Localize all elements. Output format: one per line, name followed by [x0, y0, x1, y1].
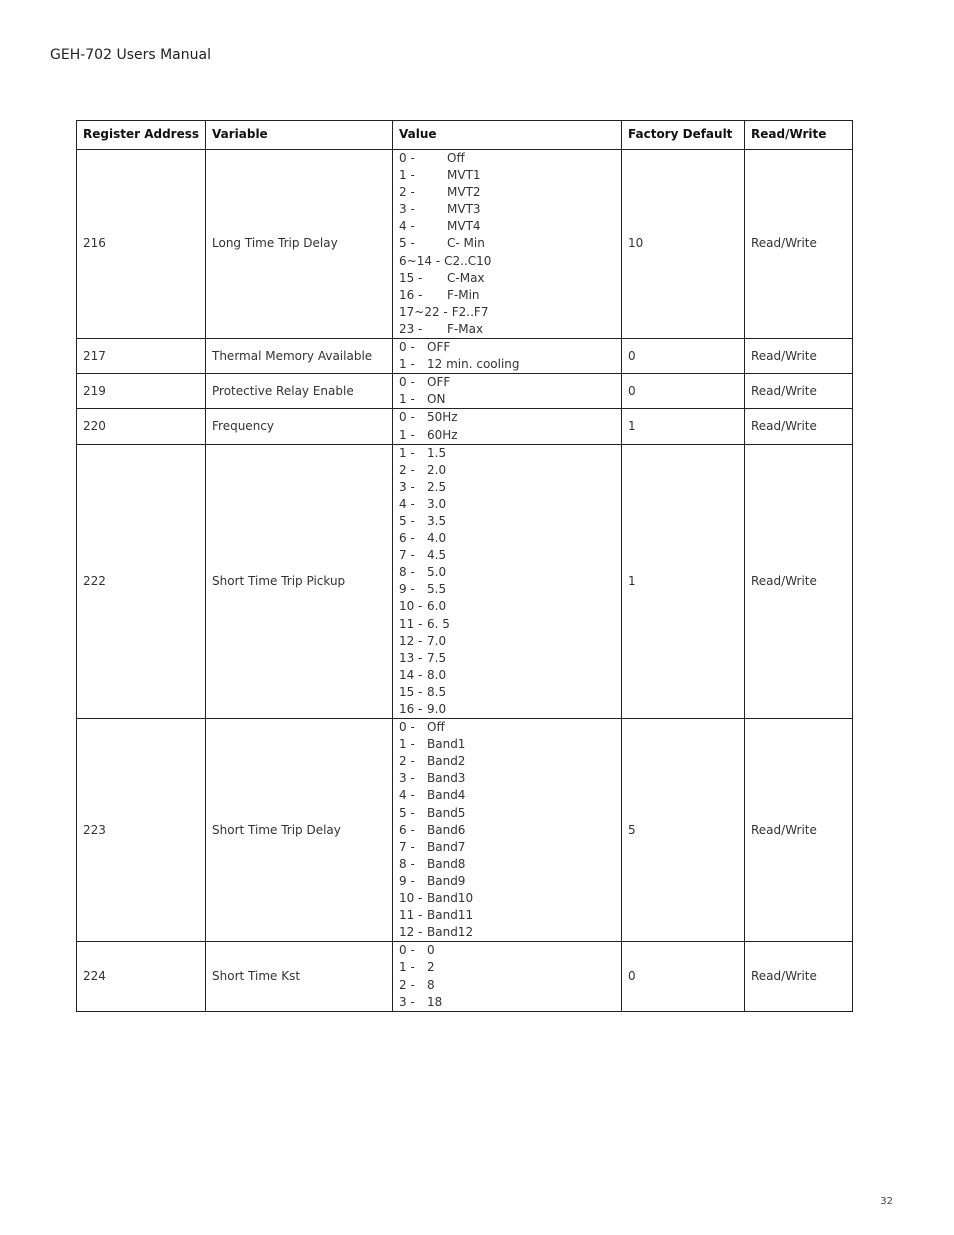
column-header-variable: Variable — [206, 121, 393, 150]
value-option — [399, 650, 615, 667]
value-option-code: 13 - — [399, 650, 423, 665]
value-option — [399, 513, 615, 530]
value-option-code: 3 - — [399, 994, 415, 1009]
value-option-label: C-Max — [447, 270, 485, 285]
value-option — [399, 391, 615, 408]
value-option-code: 1 - — [399, 357, 415, 372]
value-option-label: 60Hz — [427, 427, 458, 442]
value-option-label: 18 — [427, 994, 443, 1009]
value-option — [399, 942, 615, 959]
value-option-code: 2 - — [399, 754, 415, 769]
value-option-code: 1 - — [399, 960, 415, 975]
value-option-label: 2.0 — [427, 462, 447, 477]
variable-cell: Short Time Kst — [206, 942, 393, 1011]
read-write-cell: Read/Write — [745, 374, 853, 409]
value-option-code: 14 - — [399, 667, 423, 682]
value-option — [399, 736, 615, 753]
value-cell — [393, 719, 622, 942]
value-option-label: Band12 — [427, 925, 474, 940]
value-option-label: Band8 — [427, 856, 466, 871]
value-option-code: 16 - — [399, 287, 423, 302]
value-option-label: Band4 — [427, 788, 466, 803]
value-option-code: 1 - — [399, 737, 415, 752]
value-option-label: MVT4 — [447, 219, 481, 234]
value-option — [399, 924, 615, 941]
register-address-cell: 216 — [77, 150, 206, 339]
value-option-label: 7.5 — [427, 650, 447, 665]
value-option-label: 3.5 — [427, 513, 447, 528]
value-option-label: F2..F7 — [451, 304, 489, 319]
value-option — [399, 427, 615, 444]
table-row — [77, 719, 853, 942]
read-write-cell: Read/Write — [745, 150, 853, 339]
read-write-cell: Read/Write — [745, 444, 853, 719]
value-option — [399, 150, 615, 167]
page-header-title: GEH-702 Users Manual — [50, 47, 211, 63]
value-option-code: 0 - — [399, 151, 415, 165]
value-option-code: 9 - — [399, 582, 415, 597]
value-option-label: Band1 — [427, 737, 466, 752]
value-option-label: Off — [447, 151, 465, 165]
value-option-code: 15 - — [399, 270, 423, 285]
variable-cell: Protective Relay Enable — [206, 374, 393, 409]
value-option-label: F-Min — [447, 287, 480, 302]
value-option — [399, 564, 615, 581]
value-cell — [393, 150, 622, 339]
read-write-cell: Read/Write — [745, 339, 853, 374]
value-option-label: 8.5 — [427, 684, 447, 699]
value-option-label: 4.5 — [427, 548, 447, 563]
value-option-label: C- Min — [447, 236, 485, 251]
value-option — [399, 633, 615, 650]
value-option — [399, 890, 615, 907]
register-address-cell: 219 — [77, 374, 206, 409]
page-number: 32 — [880, 1196, 893, 1207]
value-option-label: 5.5 — [427, 582, 447, 597]
value-cell — [393, 409, 622, 444]
value-option — [399, 409, 615, 426]
value-option — [399, 530, 615, 547]
value-option-label: 12 min. cooling — [427, 357, 520, 372]
value-option-label: 0 — [427, 943, 435, 958]
column-header-register-address: Register Address — [77, 121, 206, 150]
value-option-code: 5 - — [399, 236, 415, 251]
value-option-code: 17~22 - — [399, 304, 448, 319]
value-option — [399, 994, 615, 1011]
value-option-code: 1 - — [399, 168, 415, 183]
value-option-code: 0 - — [399, 410, 415, 425]
value-option — [399, 253, 615, 270]
factory-default-cell: 10 — [622, 150, 745, 339]
value-option-code: 1 - — [399, 427, 415, 442]
value-option-code: 1 - — [399, 445, 415, 460]
value-option-label: 6. 5 — [427, 616, 450, 631]
value-option-label: 9.0 — [427, 702, 447, 716]
value-option-label: F-Max — [447, 321, 484, 336]
value-option — [399, 839, 615, 856]
register-address-cell: 222 — [77, 444, 206, 719]
register-address-cell: 217 — [77, 339, 206, 374]
column-header-value: Value — [393, 121, 622, 150]
register-address-cell: 220 — [77, 409, 206, 444]
value-option-label: Band3 — [427, 771, 466, 786]
value-option — [399, 907, 615, 924]
value-option-code: 10 - — [399, 599, 423, 614]
value-option-label: MVT3 — [447, 202, 481, 217]
table-row — [77, 409, 853, 444]
variable-cell: Short Time Trip Delay — [206, 719, 393, 942]
value-option-label: Band7 — [427, 839, 466, 854]
value-cell — [393, 374, 622, 409]
value-option-label: C2..C10 — [444, 253, 492, 268]
value-option — [399, 770, 615, 787]
value-option-label: 7.0 — [427, 633, 447, 648]
value-option-code: 3 - — [399, 479, 415, 494]
value-option-label: 2 — [427, 960, 435, 975]
value-option-label: Band2 — [427, 754, 466, 769]
value-option — [399, 479, 615, 496]
value-option-label: Band6 — [427, 822, 466, 837]
register-address-cell: 224 — [77, 942, 206, 1011]
value-cell — [393, 444, 622, 719]
value-option — [399, 321, 615, 338]
value-option — [399, 787, 615, 804]
value-option — [399, 167, 615, 184]
value-option-label: 2.5 — [427, 479, 447, 494]
value-option-code: 12 - — [399, 633, 423, 648]
value-option — [399, 959, 615, 976]
value-option — [399, 218, 615, 235]
value-option-code: 10 - — [399, 891, 423, 906]
column-header-factory-default: Factory Default — [622, 121, 745, 150]
value-option — [399, 581, 615, 598]
value-option-label: 1.5 — [427, 445, 447, 460]
value-option-label: Off — [427, 720, 445, 735]
value-option-code: 3 - — [399, 771, 415, 786]
value-option — [399, 547, 615, 564]
value-option — [399, 856, 615, 873]
value-option-code: 2 - — [399, 462, 415, 477]
value-option — [399, 977, 615, 994]
value-option — [399, 753, 615, 770]
value-option-label: 6.0 — [427, 599, 447, 614]
value-option — [399, 235, 615, 252]
value-option-label: Band10 — [427, 891, 474, 906]
factory-default-cell: 1 — [622, 409, 745, 444]
value-option-code: 0 - — [399, 943, 415, 958]
value-option-label: 50Hz — [427, 410, 458, 425]
value-option — [399, 719, 615, 736]
value-option-label: ON — [427, 392, 446, 407]
value-option-code: 16 - — [399, 702, 423, 716]
value-option-code: 7 - — [399, 839, 415, 854]
value-option-code: 0 - — [399, 340, 415, 355]
value-option-code: 23 - — [399, 321, 423, 336]
factory-default-cell: 5 — [622, 719, 745, 942]
value-option — [399, 445, 615, 462]
value-option — [399, 667, 615, 684]
value-option — [399, 270, 615, 287]
value-option-label: Band5 — [427, 805, 466, 820]
value-option-code: 6 - — [399, 822, 415, 837]
value-option-label: MVT2 — [447, 185, 481, 200]
value-option — [399, 184, 615, 201]
table-row — [77, 444, 853, 719]
value-option-code: 8 - — [399, 856, 415, 871]
value-option-code: 9 - — [399, 873, 415, 888]
value-option — [399, 805, 615, 822]
table-row — [77, 150, 853, 339]
value-cell — [393, 339, 622, 374]
value-option — [399, 462, 615, 479]
table-row — [77, 339, 853, 374]
value-option-code: 15 - — [399, 684, 423, 699]
factory-default-cell: 1 — [622, 444, 745, 719]
value-option-code: 6 - — [399, 531, 415, 546]
value-option — [399, 496, 615, 513]
value-option-code: 3 - — [399, 202, 415, 217]
value-option-label: Band11 — [427, 908, 474, 923]
value-option-label: 4.0 — [427, 531, 447, 546]
value-option-label: 8.0 — [427, 667, 447, 682]
value-option-code: 0 - — [399, 720, 415, 735]
value-option-code: 11 - — [399, 616, 423, 631]
value-option-label: OFF — [427, 375, 451, 390]
register-address-cell: 223 — [77, 719, 206, 942]
value-option-label: 3.0 — [427, 496, 447, 511]
column-header-read-write: Read/Write — [745, 121, 853, 150]
value-option-code: 4 - — [399, 496, 415, 511]
register-table — [76, 120, 853, 1012]
value-option-code: 12 - — [399, 925, 423, 940]
factory-default-cell: 0 — [622, 339, 745, 374]
value-option-code: 2 - — [399, 977, 415, 992]
value-option-label: OFF — [427, 340, 451, 355]
factory-default-cell: 0 — [622, 942, 745, 1011]
value-option-code: 4 - — [399, 788, 415, 803]
value-option-label: Band9 — [427, 873, 466, 888]
value-option — [399, 822, 615, 839]
value-option — [399, 684, 615, 701]
table-header-row — [77, 121, 853, 150]
value-option-code: 6~14 - — [399, 253, 441, 268]
variable-cell: Frequency — [206, 409, 393, 444]
value-option-code: 2 - — [399, 185, 415, 200]
value-option-label: 5.0 — [427, 565, 447, 580]
value-option-code: 8 - — [399, 565, 415, 580]
read-write-cell: Read/Write — [745, 942, 853, 1011]
value-option — [399, 873, 615, 890]
value-option-code: 11 - — [399, 908, 423, 923]
value-option — [399, 356, 615, 373]
value-option-code: 7 - — [399, 548, 415, 563]
table-body — [77, 150, 853, 1012]
variable-cell: Long Time Trip Delay — [206, 150, 393, 339]
read-write-cell: Read/Write — [745, 409, 853, 444]
value-option-code: 4 - — [399, 219, 415, 234]
value-option-code: 0 - — [399, 375, 415, 390]
value-option — [399, 201, 615, 218]
variable-cell: Thermal Memory Available — [206, 339, 393, 374]
value-option-label: MVT1 — [447, 168, 481, 183]
value-option-code: 5 - — [399, 513, 415, 528]
value-option — [399, 598, 615, 615]
value-option-code: 5 - — [399, 805, 415, 820]
read-write-cell: Read/Write — [745, 719, 853, 942]
value-option — [399, 616, 615, 633]
variable-cell: Short Time Trip Pickup — [206, 444, 393, 719]
value-cell — [393, 942, 622, 1011]
value-option — [399, 304, 615, 321]
value-option — [399, 339, 615, 356]
factory-default-cell: 0 — [622, 374, 745, 409]
value-option — [399, 701, 615, 718]
value-option-code: 1 - — [399, 392, 415, 407]
table-row — [77, 942, 853, 1011]
value-option — [399, 374, 615, 391]
table-row — [77, 374, 853, 409]
value-option-label: 8 — [427, 977, 435, 992]
value-option — [399, 287, 615, 304]
